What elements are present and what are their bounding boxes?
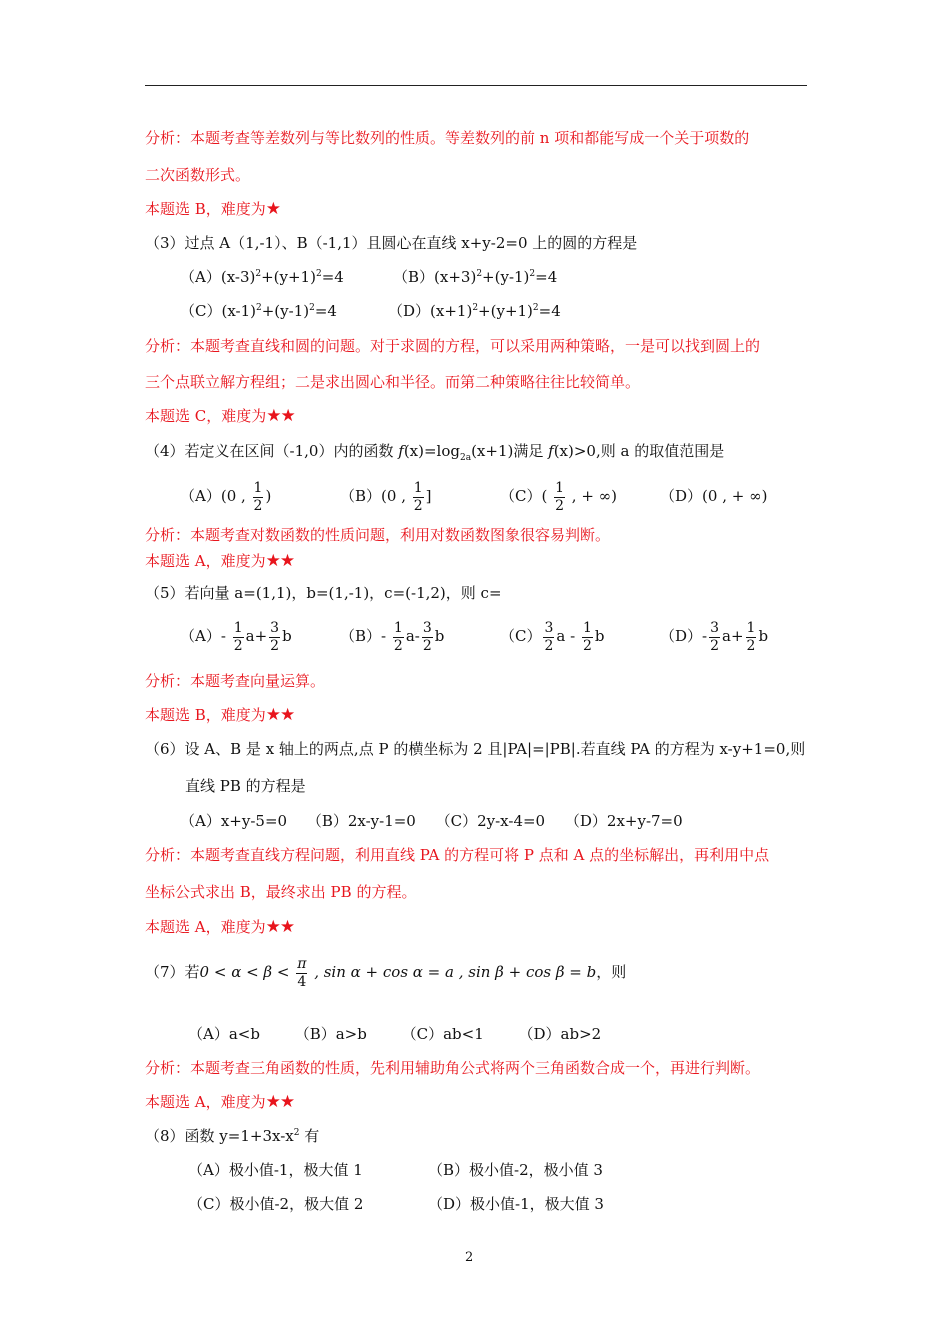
q3-option-a [180, 267, 344, 287]
option-label: （D） [660, 627, 703, 645]
denominator: 2 [555, 497, 565, 514]
fraction-one-half [746, 620, 757, 655]
fraction-one-half [233, 620, 244, 655]
numerator: 1 [555, 479, 565, 496]
fraction-pi-over-four [296, 956, 307, 991]
q4-option-a [180, 478, 271, 515]
question-text: （8）函数 y=1+3x-x [145, 1127, 294, 1145]
q8-option-b: （B）极小值-2，极小值 3 [428, 1161, 603, 1179]
exponent: 2 [532, 303, 539, 313]
log-base: 2a [459, 453, 472, 463]
analysis-6-line-2: 坐标公式求出 B，最终求出 PB 的方程。 [145, 883, 417, 901]
answer-5 [145, 705, 294, 725]
analysis-3-line-2: 三个点联立解方程组；二是求出圆心和半径。而第二种策略往往比较简单。 [145, 373, 641, 391]
analysis-5: 分析：本题考查向量运算。 [145, 672, 326, 690]
question-7 [145, 952, 626, 992]
exponent: 2 [309, 303, 315, 313]
minus-sign: - [702, 627, 708, 645]
answer-text: 本题选 B，难度为 [145, 706, 266, 724]
option-label: （A） [180, 627, 221, 645]
question-text: (x)=log [403, 442, 460, 460]
option-text: =4 [321, 268, 344, 286]
numerator: 3 [270, 619, 280, 636]
question-text: 有 [299, 1127, 320, 1145]
answer-text: 本题选 A，难度为 [145, 1093, 266, 1111]
q5-option-a [180, 616, 292, 656]
analysis-7: 分析：本题考查三角函数的性质，先利用辅助角公式将两个三角函数合成一个，再进行判断。 [145, 1059, 761, 1077]
numerator: π [297, 955, 307, 972]
option-label: （A） [180, 268, 221, 286]
denominator: 4 [297, 973, 307, 990]
denominator: 2 [393, 637, 403, 654]
denominator: 2 [270, 637, 280, 654]
numerator: 3 [544, 619, 554, 636]
difficulty-stars: ★★ [265, 917, 295, 937]
numerator: 1 [746, 619, 756, 636]
fraction-three-halves [709, 620, 720, 655]
option-label: （B） [340, 487, 382, 505]
denominator: 2 [422, 637, 432, 654]
option-text: +(y-1) [261, 302, 310, 320]
option-label: （A） [180, 487, 221, 505]
q8-option-c: （C）极小值-2，极大值 2 [188, 1195, 364, 1213]
option-label: （B） [393, 268, 435, 286]
exponent: 2 [472, 303, 479, 313]
numerator: 3 [710, 619, 720, 636]
q3-option-b [393, 267, 557, 287]
numerator: 1 [582, 619, 592, 636]
function-symbol: f [548, 442, 554, 460]
analysis-2-line-1: 分析：本题考查等差数列与等比数列的性质。等差数列的前 n 项和都能写成一个关于项数的 [145, 129, 750, 147]
question-text: (x)>0,则 a 的取值范围是 [553, 442, 725, 460]
option-text: b [434, 627, 445, 645]
option-text: (x+1) [430, 302, 473, 320]
answer-text: 本题选 B，难度为 [145, 200, 266, 218]
minus-sign: - [381, 627, 387, 645]
question-3: （3）过点 A（1,-1）、B（-1,1）且圆心在直线 x+y-2=0 上的圆的方程是 [145, 234, 638, 252]
difficulty-stars: ★★ [266, 406, 295, 426]
answer-2 [145, 199, 280, 219]
option-text: , + ∞) [567, 487, 618, 505]
option-text: =4 [535, 268, 558, 286]
fraction-three-halves [543, 620, 554, 655]
option-label: （B） [340, 627, 382, 645]
minus-sign: - [220, 627, 226, 645]
option-label: （D） [660, 487, 703, 505]
question-4 [145, 441, 724, 461]
option-text: +(y+1) [478, 302, 533, 320]
option-text: ( [541, 487, 553, 505]
option-text: (0 , [381, 487, 411, 505]
option-label: （C） [180, 302, 222, 320]
header-rule [145, 85, 807, 86]
numerator: 1 [393, 619, 403, 636]
analysis-3-line-1: 分析：本题考查直线和圆的问题。对于求圆的方程，可以采用两种策略，一是可以找到圆上的 [145, 337, 761, 355]
option-label: （D） [388, 302, 431, 320]
option-text: a+ [722, 627, 744, 645]
analysis-6-line-1: 分析：本题考查直线方程问题，利用直线 PA 的方程可将 P 点和 A 点的坐标解出，再利用中点 [145, 846, 770, 864]
numerator: 1 [253, 479, 263, 496]
difficulty-stars: ★★ [265, 705, 295, 725]
option-text: (x-1) [221, 302, 256, 320]
answer-3 [145, 406, 295, 426]
exponent: 2 [293, 1128, 300, 1138]
exponent: 2 [529, 269, 536, 279]
option-text: b [282, 627, 292, 645]
numerator: 1 [413, 479, 423, 496]
q5-option-d [660, 616, 768, 656]
q4-option-b [340, 478, 432, 515]
q4-option-d [660, 478, 767, 514]
math-expression: , sin α + cos α = a , sin β + cos β = b [309, 963, 597, 981]
answer-text: 本题选 C，难度为 [145, 407, 267, 425]
exponent: 2 [256, 303, 262, 313]
option-text: a+ [245, 627, 268, 645]
answer-6 [145, 917, 294, 937]
option-text: (x-3) [220, 268, 256, 286]
exponent: 2 [255, 269, 262, 279]
option-label: （C） [500, 627, 542, 645]
page-number: 2 [465, 1250, 474, 1265]
q6-options: （A）x+y-5=0 （B）2x-y-1=0 （C）2y-x-4=0 （D）2x+y-7=0 [180, 812, 683, 830]
q8-option-d: （D）极小值-1，极大值 3 [428, 1195, 604, 1213]
denominator: 2 [413, 497, 423, 514]
question-6-line-1: （6）设 A、B 是 x 轴上的两点,点 P 的横坐标为 2 且|PA|=|PB|.若直线 PA 的方程为 x-y+1=0,则 [145, 740, 806, 758]
answer-4 [145, 551, 294, 571]
answer-text: 本题选 A，难度为 [145, 918, 266, 936]
numerator: 1 [233, 619, 243, 636]
question-8 [145, 1126, 319, 1146]
analysis-4: 分析：本题考查对数函数的性质问题，利用对数函数图象很容易判断。 [145, 526, 611, 544]
answer-text: 本题选 A，难度为 [145, 552, 266, 570]
fraction-one-half [554, 480, 565, 515]
q3-option-d [388, 301, 561, 321]
option-text: +(y+1) [261, 268, 316, 286]
fraction-one-half [253, 480, 264, 515]
option-text: b [758, 627, 769, 645]
question-text: ，则 [596, 963, 627, 981]
option-text: (0 , + ∞) [702, 487, 768, 505]
exponent: 2 [476, 269, 483, 279]
option-text: b [594, 627, 605, 645]
q4-option-c [500, 478, 617, 515]
option-text: =4 [538, 302, 561, 320]
numerator: 3 [422, 619, 432, 636]
option-text: a - [556, 627, 576, 645]
question-6-line-2: 直线 PB 的方程是 [185, 777, 306, 795]
denominator: 2 [544, 637, 554, 654]
denominator: 2 [746, 637, 756, 654]
option-text: (0 , [220, 487, 251, 505]
denominator: 2 [710, 637, 720, 654]
q3-option-c [180, 301, 337, 321]
math-expression: 0 < α < β < [199, 963, 295, 981]
function-symbol: f [398, 442, 404, 460]
q5-option-c [500, 616, 605, 656]
option-text: ) [265, 487, 272, 505]
answer-7 [145, 1092, 294, 1112]
exponent: 2 [315, 269, 322, 279]
question-5: （5）若向量 a=(1,1)，b=(1,-1)，c=(-1,2)，则 c= [145, 584, 502, 602]
question-text: (x+1)满足 [471, 442, 549, 460]
analysis-2-line-2: 二次函数形式。 [145, 166, 251, 184]
denominator: 2 [582, 637, 592, 654]
question-text: （7）若 [145, 963, 200, 981]
fraction-one-half [582, 620, 593, 655]
question-text: （4）若定义在区间（-1,0）内的函数 [145, 442, 399, 460]
fraction-three-halves [269, 620, 280, 655]
fraction-one-half [393, 620, 404, 655]
option-label: （C） [500, 487, 542, 505]
q7-options: （A）a<b （B）a>b （C）ab<1 （D）ab>2 [188, 1025, 602, 1043]
option-text: (x+3) [434, 268, 477, 286]
difficulty-stars: ★★ [265, 551, 295, 571]
option-text: =4 [314, 302, 337, 320]
denominator: 2 [233, 637, 243, 654]
q5-option-b [340, 616, 444, 656]
option-text: +(y-1) [482, 268, 530, 286]
difficulty-stars: ★ [265, 199, 281, 219]
option-text: ] [425, 487, 432, 505]
difficulty-stars: ★★ [265, 1092, 295, 1112]
q8-option-a: （A）极小值-1，极大值 1 [188, 1161, 363, 1179]
option-text: a- [405, 627, 420, 645]
fraction-one-half [413, 480, 424, 515]
fraction-three-halves [422, 620, 433, 655]
denominator: 2 [253, 497, 263, 514]
